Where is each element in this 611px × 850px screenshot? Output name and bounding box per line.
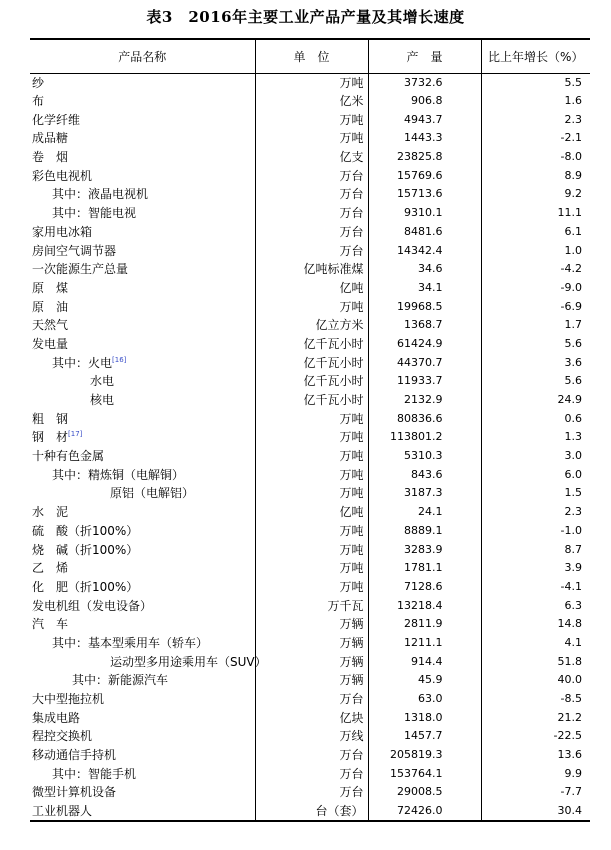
product-name-text: 其中：液晶电视机 bbox=[52, 187, 149, 202]
unit-cell: 亿吨标准煤 bbox=[255, 260, 368, 279]
product-name-text: 发电量 bbox=[32, 336, 69, 351]
product-name bbox=[30, 690, 255, 709]
unit-cell: 万台 bbox=[255, 241, 368, 260]
output-cell: 2811.9 bbox=[368, 615, 481, 634]
unit-cell: 亿支 bbox=[255, 148, 368, 167]
output-cell: 843.6 bbox=[368, 465, 481, 484]
growth-cell: 51.8 bbox=[481, 652, 590, 671]
product-name-text: 核电 bbox=[90, 393, 115, 408]
output-cell: 153764.1 bbox=[368, 764, 481, 783]
product-name-text: 其中：精炼铜（电解铜） bbox=[52, 467, 185, 482]
product-name-text: 移动通信手持机 bbox=[32, 748, 117, 763]
product-name-text: 其中：新能源汽车 bbox=[72, 673, 169, 688]
unit-cell: 亿吨 bbox=[255, 503, 368, 522]
product-name bbox=[30, 652, 267, 671]
output-cell: 1211.1 bbox=[368, 634, 481, 653]
unit-cell: 亿米 bbox=[255, 92, 368, 111]
product-name-text: 汽 车 bbox=[32, 617, 69, 632]
output-cell: 4943.7 bbox=[368, 110, 481, 129]
table-row bbox=[30, 652, 590, 671]
unit-cell: 万台 bbox=[255, 783, 368, 802]
product-name bbox=[30, 428, 255, 447]
growth-cell: 14.8 bbox=[481, 615, 590, 634]
table-row bbox=[30, 185, 590, 204]
unit-cell: 亿立方米 bbox=[255, 316, 368, 335]
product-name bbox=[30, 166, 255, 185]
table-row bbox=[30, 372, 590, 391]
product-name bbox=[30, 353, 255, 372]
product-name-text: 原 油 bbox=[32, 299, 69, 314]
growth-cell: 5.6 bbox=[481, 335, 590, 354]
growth-cell: 1.6 bbox=[481, 92, 590, 111]
product-name bbox=[30, 522, 255, 541]
product-name-text: 集成电路 bbox=[32, 710, 81, 725]
product-name-text: 房间空气调节器 bbox=[32, 243, 117, 258]
table-row bbox=[30, 522, 590, 541]
product-name bbox=[30, 148, 255, 167]
product-name-text: 水 泥 bbox=[32, 505, 69, 520]
product-name bbox=[30, 671, 255, 690]
product-name-text: 纱 bbox=[32, 75, 45, 90]
growth-cell: 11.1 bbox=[481, 204, 590, 223]
growth-cell: -8.5 bbox=[481, 690, 590, 709]
product-name-text: 其中：智能手机 bbox=[52, 766, 137, 781]
growth-cell: 1.3 bbox=[481, 428, 590, 447]
product-name-text: 成品糖 bbox=[32, 131, 69, 146]
growth-cell: -22.5 bbox=[481, 727, 590, 746]
output-cell: 2132.9 bbox=[368, 391, 481, 410]
product-name bbox=[30, 465, 255, 484]
growth-cell: 5.6 bbox=[481, 372, 590, 391]
unit-cell: 万台 bbox=[255, 223, 368, 242]
output-cell: 1781.1 bbox=[368, 559, 481, 578]
table-row bbox=[30, 110, 590, 129]
output-cell: 23825.8 bbox=[368, 148, 481, 167]
product-name-text: 其中：智能电视 bbox=[52, 206, 137, 221]
table-row bbox=[30, 73, 590, 92]
table-row bbox=[30, 223, 590, 242]
unit-cell: 亿千瓦小时 bbox=[255, 353, 368, 372]
growth-cell: 1.0 bbox=[481, 241, 590, 260]
product-name bbox=[30, 241, 255, 260]
output-cell: 3732.6 bbox=[368, 73, 481, 92]
table-row bbox=[30, 503, 590, 522]
table-row bbox=[30, 764, 590, 783]
table-row bbox=[30, 204, 590, 223]
unit-cell: 万吨 bbox=[255, 540, 368, 559]
product-name bbox=[30, 409, 255, 428]
growth-cell: 3.9 bbox=[481, 559, 590, 578]
growth-cell: -2.1 bbox=[481, 129, 590, 148]
production-table bbox=[30, 38, 590, 822]
growth-cell: 40.0 bbox=[481, 671, 590, 690]
growth-cell: 1.5 bbox=[481, 484, 590, 503]
unit-cell: 万吨 bbox=[255, 110, 368, 129]
product-name-text: 原 煤 bbox=[32, 280, 69, 295]
table-row bbox=[30, 166, 590, 185]
unit-cell: 亿块 bbox=[255, 708, 368, 727]
output-cell: 7128.6 bbox=[368, 578, 481, 597]
unit-cell: 万线 bbox=[255, 727, 368, 746]
growth-cell: 2.3 bbox=[481, 110, 590, 129]
output-cell: 34.1 bbox=[368, 279, 481, 298]
product-name-text: 化 肥（折100%） bbox=[32, 579, 139, 594]
growth-cell: 3.0 bbox=[481, 447, 590, 466]
unit-cell: 亿千瓦小时 bbox=[255, 372, 368, 391]
product-name bbox=[30, 596, 255, 615]
output-cell: 45.9 bbox=[368, 671, 481, 690]
table-row bbox=[30, 241, 590, 260]
growth-cell: 9.9 bbox=[481, 764, 590, 783]
output-cell: 3283.9 bbox=[368, 540, 481, 559]
unit-cell: 万台 bbox=[255, 166, 368, 185]
growth-cell: -4.2 bbox=[481, 260, 590, 279]
product-name bbox=[30, 447, 255, 466]
product-name-text: 家用电冰箱 bbox=[32, 224, 93, 239]
product-name bbox=[30, 316, 255, 335]
output-cell: 15713.6 bbox=[368, 185, 481, 204]
product-name bbox=[30, 634, 255, 653]
table-row bbox=[30, 297, 590, 316]
table-row bbox=[30, 802, 590, 821]
output-cell: 63.0 bbox=[368, 690, 481, 709]
product-name-text: 彩色电视机 bbox=[32, 168, 93, 183]
output-cell: 29008.5 bbox=[368, 783, 481, 802]
product-name bbox=[30, 372, 255, 391]
table-row bbox=[30, 578, 590, 597]
product-name bbox=[30, 335, 255, 354]
table-body bbox=[30, 73, 590, 821]
growth-cell: 6.0 bbox=[481, 465, 590, 484]
unit-cell: 亿千瓦小时 bbox=[255, 335, 368, 354]
unit-cell: 万吨 bbox=[255, 73, 368, 92]
unit-cell: 万辆 bbox=[255, 652, 368, 671]
unit-cell: 万吨 bbox=[255, 297, 368, 316]
table-row bbox=[30, 279, 590, 298]
output-cell: 15769.6 bbox=[368, 166, 481, 185]
output-cell: 1443.3 bbox=[368, 129, 481, 148]
unit-cell: 万台 bbox=[255, 746, 368, 765]
growth-cell: 13.6 bbox=[481, 746, 590, 765]
product-name-text: 水电 bbox=[90, 374, 115, 389]
header-product-name: 产品名称 bbox=[30, 39, 255, 73]
unit-cell: 万吨 bbox=[255, 578, 368, 597]
product-name bbox=[30, 484, 255, 503]
unit-cell: 万千瓦 bbox=[255, 596, 368, 615]
growth-cell: 0.6 bbox=[481, 409, 590, 428]
product-name-text: 运动型多用途乘用车（SUV） bbox=[110, 654, 267, 669]
growth-cell: 8.9 bbox=[481, 166, 590, 185]
growth-cell: 21.2 bbox=[481, 708, 590, 727]
product-name-text: 十种有色金属 bbox=[32, 449, 105, 464]
output-cell: 19968.5 bbox=[368, 297, 481, 316]
footnote-ref-link[interactable]: [16] bbox=[112, 355, 127, 364]
output-cell: 11933.7 bbox=[368, 372, 481, 391]
unit-cell: 万吨 bbox=[255, 447, 368, 466]
header-unit: 单 位 bbox=[255, 39, 368, 73]
unit-cell: 万吨 bbox=[255, 522, 368, 541]
unit-cell: 万台 bbox=[255, 204, 368, 223]
table-row bbox=[30, 671, 590, 690]
table-row bbox=[30, 615, 590, 634]
product-name-text: 原铝（电解铝） bbox=[110, 486, 195, 501]
table-row bbox=[30, 428, 590, 447]
product-name bbox=[30, 578, 255, 597]
output-cell: 113801.2 bbox=[368, 428, 481, 447]
product-name-text: 化学纤维 bbox=[32, 112, 81, 127]
unit-cell: 万吨 bbox=[255, 409, 368, 428]
table-row bbox=[30, 465, 590, 484]
product-name bbox=[30, 783, 255, 802]
product-name bbox=[30, 260, 255, 279]
product-name-text: 程控交换机 bbox=[32, 729, 93, 744]
output-cell: 914.4 bbox=[368, 652, 481, 671]
product-name-text: 乙 烯 bbox=[32, 561, 69, 576]
product-name bbox=[30, 223, 255, 242]
table-row bbox=[30, 129, 590, 148]
table-row bbox=[30, 634, 590, 653]
growth-cell: 9.2 bbox=[481, 185, 590, 204]
growth-cell: 6.1 bbox=[481, 223, 590, 242]
output-cell: 9310.1 bbox=[368, 204, 481, 223]
unit-cell: 万台 bbox=[255, 764, 368, 783]
table-row bbox=[30, 559, 590, 578]
product-name-text: 大中型拖拉机 bbox=[32, 692, 105, 707]
unit-cell: 万吨 bbox=[255, 559, 368, 578]
unit-cell: 万吨 bbox=[255, 465, 368, 484]
product-name bbox=[30, 540, 255, 559]
unit-cell: 万辆 bbox=[255, 615, 368, 634]
product-name bbox=[30, 185, 255, 204]
product-name-text: 天然气 bbox=[32, 318, 69, 333]
product-name bbox=[30, 297, 255, 316]
unit-cell: 台（套） bbox=[255, 802, 368, 821]
header-growth: 比上年增长（%） bbox=[481, 39, 590, 73]
product-name-text: 其中：火电 bbox=[52, 355, 113, 370]
product-name-text: 钢 材 bbox=[32, 430, 69, 445]
unit-cell: 万台 bbox=[255, 185, 368, 204]
product-name bbox=[30, 391, 255, 410]
product-name-text: 粗 钢 bbox=[32, 411, 69, 426]
product-name bbox=[30, 746, 255, 765]
output-cell: 8481.6 bbox=[368, 223, 481, 242]
header-output: 产 量 bbox=[368, 39, 481, 73]
output-cell: 8889.1 bbox=[368, 522, 481, 541]
product-name bbox=[30, 708, 255, 727]
output-cell: 13218.4 bbox=[368, 596, 481, 615]
product-name bbox=[30, 615, 255, 634]
table-row bbox=[30, 316, 590, 335]
growth-cell: 8.7 bbox=[481, 540, 590, 559]
growth-cell: 2.3 bbox=[481, 503, 590, 522]
product-name bbox=[30, 727, 255, 746]
output-cell: 34.6 bbox=[368, 260, 481, 279]
unit-cell: 万吨 bbox=[255, 428, 368, 447]
growth-cell: 4.1 bbox=[481, 634, 590, 653]
growth-cell: 30.4 bbox=[481, 802, 590, 821]
output-cell: 14342.4 bbox=[368, 241, 481, 260]
product-name-text: 微型计算机设备 bbox=[32, 785, 117, 800]
table-row bbox=[30, 783, 590, 802]
product-name bbox=[30, 764, 255, 783]
table-row bbox=[30, 391, 590, 410]
growth-cell: -4.1 bbox=[481, 578, 590, 597]
growth-cell: 24.9 bbox=[481, 391, 590, 410]
output-cell: 5310.3 bbox=[368, 447, 481, 466]
unit-cell: 万台 bbox=[255, 690, 368, 709]
product-name bbox=[30, 73, 255, 92]
table-row bbox=[30, 409, 590, 428]
product-name bbox=[30, 110, 255, 129]
product-name-text: 其中：基本型乘用车（轿车） bbox=[52, 635, 209, 650]
product-name bbox=[30, 802, 255, 821]
output-cell: 72426.0 bbox=[368, 802, 481, 821]
product-name bbox=[30, 279, 255, 298]
table-row bbox=[30, 447, 590, 466]
product-name bbox=[30, 503, 255, 522]
growth-cell: -6.9 bbox=[481, 297, 590, 316]
table-row bbox=[30, 708, 590, 727]
unit-cell: 万吨 bbox=[255, 484, 368, 503]
output-cell: 1457.7 bbox=[368, 727, 481, 746]
table-row bbox=[30, 746, 590, 765]
table-row bbox=[30, 540, 590, 559]
table-row bbox=[30, 92, 590, 111]
product-name bbox=[30, 92, 255, 111]
product-name-text: 发电机组（发电设备） bbox=[32, 598, 153, 613]
product-name bbox=[30, 129, 255, 148]
growth-cell: -1.0 bbox=[481, 522, 590, 541]
table-row bbox=[30, 484, 590, 503]
unit-cell: 万辆 bbox=[255, 634, 368, 653]
table-row bbox=[30, 727, 590, 746]
table-header-row bbox=[30, 39, 590, 73]
product-name-text: 工业机器人 bbox=[32, 803, 93, 818]
product-name-text: 一次能源生产总量 bbox=[32, 262, 129, 277]
growth-cell: -9.0 bbox=[481, 279, 590, 298]
table-row bbox=[30, 690, 590, 709]
output-cell: 24.1 bbox=[368, 503, 481, 522]
growth-cell: -8.0 bbox=[481, 148, 590, 167]
table-title: 表3 2016年主要工业产品产量及其增长速度 bbox=[146, 8, 465, 26]
growth-cell: 3.6 bbox=[481, 353, 590, 372]
product-name-text: 硫 酸（折100%） bbox=[32, 523, 139, 538]
product-name-text: 烧 碱（折100%） bbox=[32, 542, 139, 557]
output-cell: 3187.3 bbox=[368, 484, 481, 503]
product-name-text: 布 bbox=[32, 94, 45, 109]
growth-cell: 6.3 bbox=[481, 596, 590, 615]
table-row bbox=[30, 148, 590, 167]
product-name-text: 卷 烟 bbox=[32, 150, 69, 165]
product-name bbox=[30, 559, 255, 578]
unit-cell: 万吨 bbox=[255, 129, 368, 148]
output-cell: 205819.3 bbox=[368, 746, 481, 765]
unit-cell: 亿千瓦小时 bbox=[255, 391, 368, 410]
unit-cell: 亿吨 bbox=[255, 279, 368, 298]
table-row bbox=[30, 353, 590, 372]
growth-cell: 1.7 bbox=[481, 316, 590, 335]
output-cell: 44370.7 bbox=[368, 353, 481, 372]
output-cell: 1318.0 bbox=[368, 708, 481, 727]
footnote-ref-link[interactable]: [17] bbox=[68, 430, 83, 439]
product-name bbox=[30, 204, 255, 223]
table-row bbox=[30, 260, 590, 279]
growth-cell: -7.7 bbox=[481, 783, 590, 802]
growth-cell: 5.5 bbox=[481, 73, 590, 92]
table-row bbox=[30, 335, 590, 354]
unit-cell: 万辆 bbox=[255, 671, 368, 690]
output-cell: 80836.6 bbox=[368, 409, 481, 428]
output-cell: 906.8 bbox=[368, 92, 481, 111]
table-row bbox=[30, 596, 590, 615]
output-cell: 1368.7 bbox=[368, 316, 481, 335]
output-cell: 61424.9 bbox=[368, 335, 481, 354]
